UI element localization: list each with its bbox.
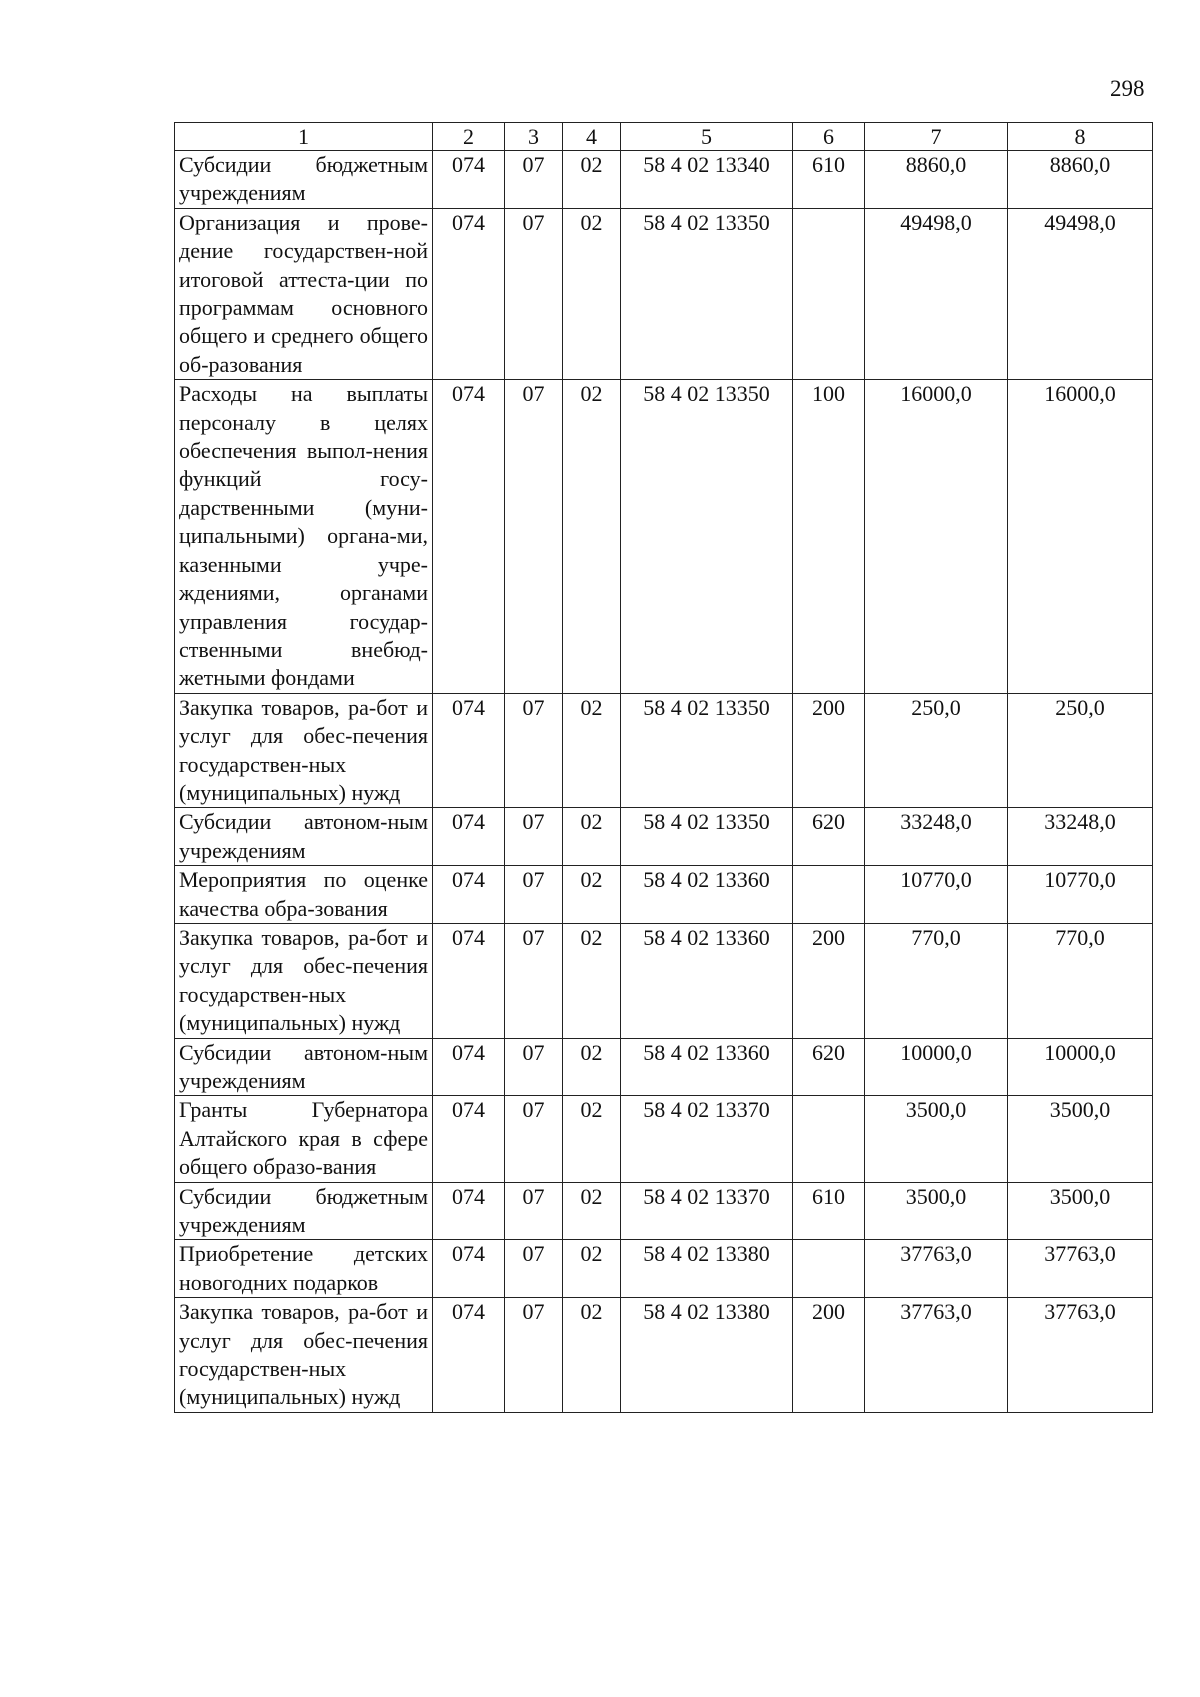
row-subsection-code: 02 [563, 693, 621, 808]
row-description: Закупка товаров, ра-бот и услуг для обес-печения государствен-ных (муниципальных) нужд [175, 923, 433, 1038]
row-subsection-code: 02 [563, 1096, 621, 1182]
column-header: 7 [865, 123, 1008, 151]
row-amount-year2: 770,0 [1008, 923, 1153, 1038]
row-description: Субсидии бюджетным учреждениям [175, 151, 433, 209]
row-target-article: 58 4 02 13380 [621, 1298, 793, 1413]
row-ministry-code: 074 [433, 151, 505, 209]
row-description: Субсидии автоном-ным учреждениям [175, 1038, 433, 1096]
row-subsection-code: 02 [563, 380, 621, 693]
row-amount-year1: 8860,0 [865, 151, 1008, 209]
row-target-article: 58 4 02 13370 [621, 1096, 793, 1182]
row-amount-year2: 16000,0 [1008, 380, 1153, 693]
row-target-article: 58 4 02 13350 [621, 208, 793, 379]
row-section-code: 07 [505, 151, 563, 209]
row-expense-type: 610 [793, 151, 865, 209]
row-subsection-code: 02 [563, 208, 621, 379]
row-amount-year2: 37763,0 [1008, 1240, 1153, 1298]
row-expense-type: 200 [793, 693, 865, 808]
row-amount-year1: 49498,0 [865, 208, 1008, 379]
row-expense-type: 200 [793, 1298, 865, 1413]
row-ministry-code: 074 [433, 1298, 505, 1413]
row-section-code: 07 [505, 1096, 563, 1182]
row-amount-year1: 33248,0 [865, 808, 1008, 866]
row-section-code: 07 [505, 1038, 563, 1096]
table-row [175, 1038, 1153, 1096]
row-subsection-code: 02 [563, 923, 621, 1038]
table-row [175, 1182, 1153, 1240]
row-expense-type [793, 1240, 865, 1298]
row-amount-year1: 770,0 [865, 923, 1008, 1038]
table-row [175, 380, 1153, 693]
row-amount-year2: 250,0 [1008, 693, 1153, 808]
row-description: Гранты Губернатора Алтайского края в сфере общего образо-вания [175, 1096, 433, 1182]
column-header: 4 [563, 123, 621, 151]
row-target-article: 58 4 02 13380 [621, 1240, 793, 1298]
row-description: Субсидии бюджетным учреждениям [175, 1182, 433, 1240]
row-description: Закупка товаров, ра-бот и услуг для обес-печения государствен-ных (муниципальных) нужд [175, 693, 433, 808]
row-amount-year2: 3500,0 [1008, 1096, 1153, 1182]
row-description: Закупка товаров, ра-бот и услуг для обес-печения государствен-ных (муниципальных) нужд [175, 1298, 433, 1413]
row-target-article: 58 4 02 13360 [621, 866, 793, 924]
row-amount-year1: 37763,0 [865, 1298, 1008, 1413]
row-amount-year2: 3500,0 [1008, 1182, 1153, 1240]
row-target-article: 58 4 02 13370 [621, 1182, 793, 1240]
row-target-article: 58 4 02 13350 [621, 693, 793, 808]
row-ministry-code: 074 [433, 380, 505, 693]
row-target-article: 58 4 02 13360 [621, 1038, 793, 1096]
table-row [175, 208, 1153, 379]
row-ministry-code: 074 [433, 808, 505, 866]
row-section-code: 07 [505, 923, 563, 1038]
row-amount-year1: 3500,0 [865, 1096, 1008, 1182]
row-subsection-code: 02 [563, 1240, 621, 1298]
row-description: Мероприятия по оценке качества обра-зования [175, 866, 433, 924]
row-target-article: 58 4 02 13350 [621, 808, 793, 866]
table-header-row [175, 123, 1153, 151]
row-section-code: 07 [505, 866, 563, 924]
row-ministry-code: 074 [433, 693, 505, 808]
row-target-article: 58 4 02 13360 [621, 923, 793, 1038]
row-amount-year1: 16000,0 [865, 380, 1008, 693]
column-header: 5 [621, 123, 793, 151]
row-section-code: 07 [505, 1182, 563, 1240]
table-row [175, 866, 1153, 924]
row-amount-year1: 3500,0 [865, 1182, 1008, 1240]
row-amount-year1: 10770,0 [865, 866, 1008, 924]
row-expense-type: 620 [793, 808, 865, 866]
row-ministry-code: 074 [433, 866, 505, 924]
row-amount-year2: 49498,0 [1008, 208, 1153, 379]
row-expense-type [793, 866, 865, 924]
row-subsection-code: 02 [563, 151, 621, 209]
row-description: Приобретение детских новогодних подарков [175, 1240, 433, 1298]
row-section-code: 07 [505, 693, 563, 808]
table-row [175, 1096, 1153, 1182]
budget-table [174, 122, 1153, 1413]
row-amount-year2: 33248,0 [1008, 808, 1153, 866]
row-section-code: 07 [505, 208, 563, 379]
row-ministry-code: 074 [433, 1096, 505, 1182]
table-row [175, 151, 1153, 209]
row-section-code: 07 [505, 380, 563, 693]
table-row [175, 1298, 1153, 1413]
row-target-article: 58 4 02 13350 [621, 380, 793, 693]
row-ministry-code: 074 [433, 923, 505, 1038]
row-ministry-code: 074 [433, 1038, 505, 1096]
column-header: 3 [505, 123, 563, 151]
row-subsection-code: 02 [563, 1298, 621, 1413]
row-subsection-code: 02 [563, 808, 621, 866]
row-amount-year1: 37763,0 [865, 1240, 1008, 1298]
row-amount-year1: 250,0 [865, 693, 1008, 808]
row-section-code: 07 [505, 808, 563, 866]
row-amount-year2: 10770,0 [1008, 866, 1153, 924]
column-header: 6 [793, 123, 865, 151]
row-expense-type: 200 [793, 923, 865, 1038]
row-subsection-code: 02 [563, 1182, 621, 1240]
row-expense-type: 100 [793, 380, 865, 693]
column-header: 2 [433, 123, 505, 151]
row-amount-year2: 8860,0 [1008, 151, 1153, 209]
row-subsection-code: 02 [563, 1038, 621, 1096]
row-expense-type [793, 1096, 865, 1182]
column-header: 8 [1008, 123, 1153, 151]
row-section-code: 07 [505, 1240, 563, 1298]
row-target-article: 58 4 02 13340 [621, 151, 793, 209]
column-header: 1 [175, 123, 433, 151]
row-expense-type: 610 [793, 1182, 865, 1240]
table-body [175, 123, 1153, 1413]
row-description: Расходы на выплаты персоналу в целях обеспечения выпол-нения функций госу-дарственными (муни-ципальными) органа-ми, казенными учре-ждениями, органами управления государ-ственными внебюд-жетными фондами [175, 380, 433, 693]
row-amount-year2: 37763,0 [1008, 1298, 1153, 1413]
row-description: Субсидии автоном-ным учреждениям [175, 808, 433, 866]
row-section-code: 07 [505, 1298, 563, 1413]
row-ministry-code: 074 [433, 1182, 505, 1240]
row-expense-type: 620 [793, 1038, 865, 1096]
table-row [175, 923, 1153, 1038]
row-subsection-code: 02 [563, 866, 621, 924]
row-amount-year1: 10000,0 [865, 1038, 1008, 1096]
row-description: Организация и прове-дение государствен-ной итоговой аттеста-ции по программам основного общего и среднего общего об-разования [175, 208, 433, 379]
row-ministry-code: 074 [433, 208, 505, 379]
row-amount-year2: 10000,0 [1008, 1038, 1153, 1096]
table-row [175, 808, 1153, 866]
row-ministry-code: 074 [433, 1240, 505, 1298]
table-row [175, 1240, 1153, 1298]
row-expense-type [793, 208, 865, 379]
table-row [175, 693, 1153, 808]
page-number: 298 [1110, 76, 1145, 101]
